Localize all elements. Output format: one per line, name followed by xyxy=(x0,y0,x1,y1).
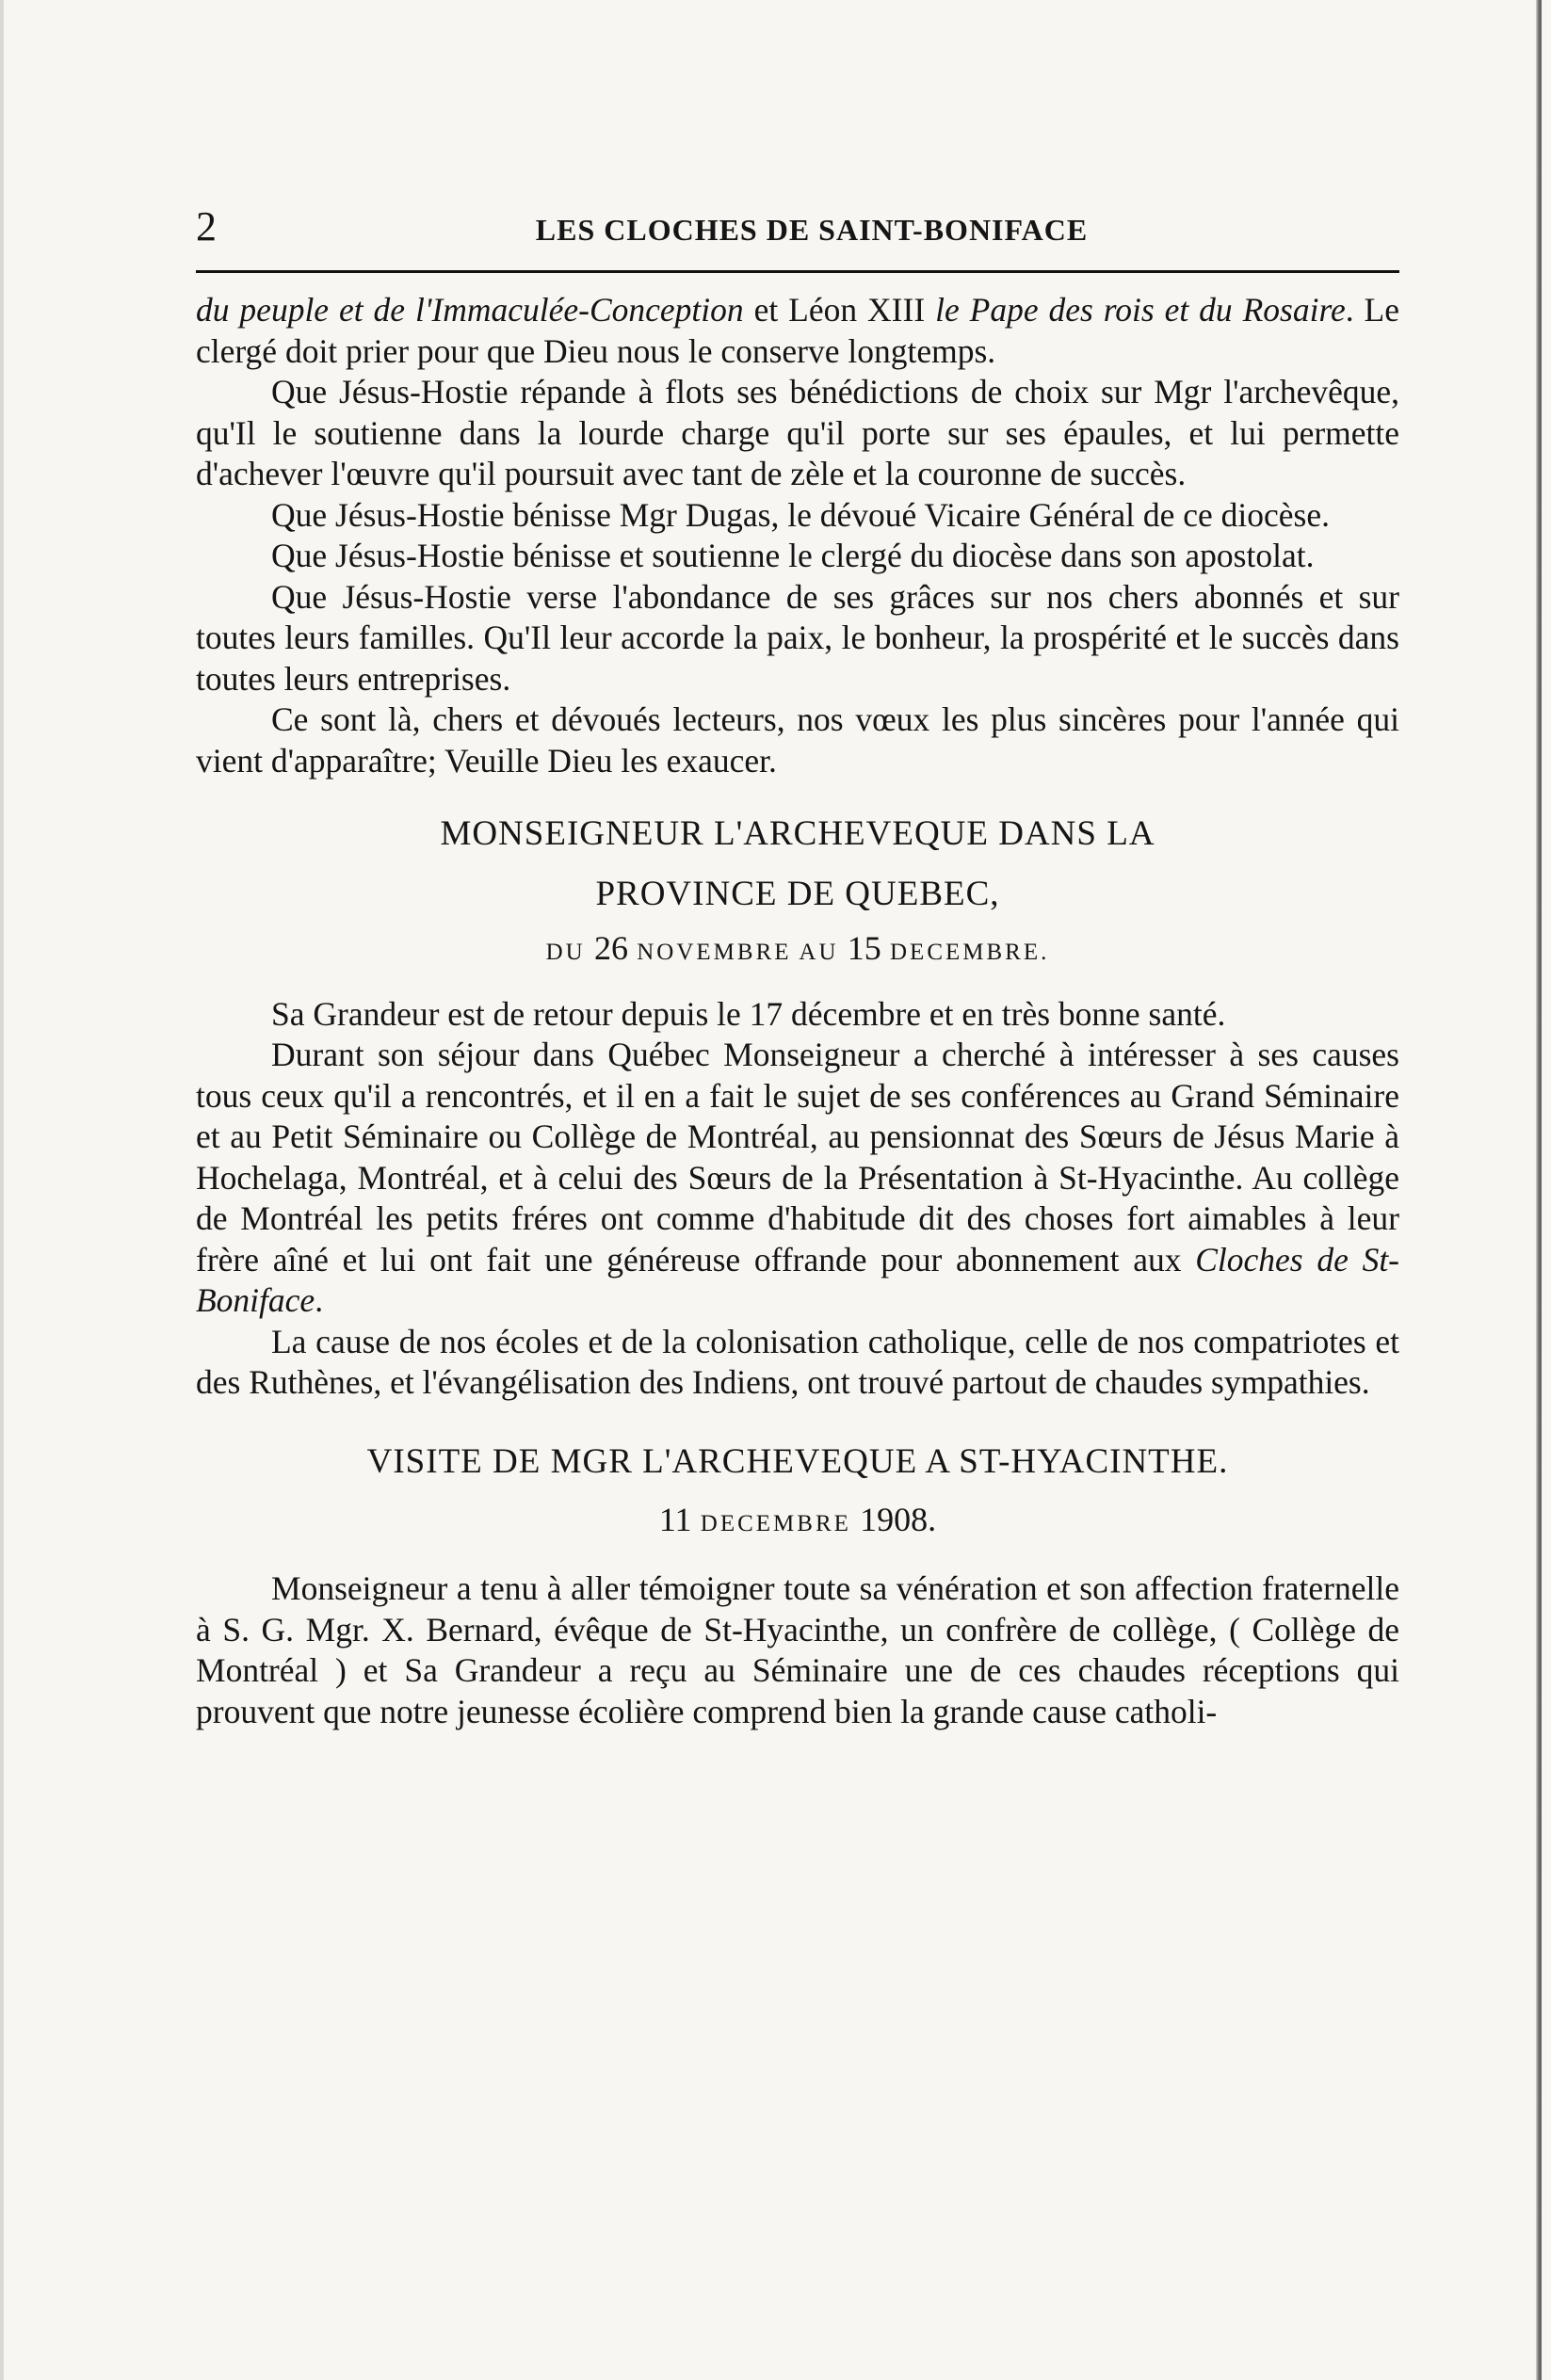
intro-italic-1: du peuple et de l'Immaculée-Conception xyxy=(196,291,744,329)
page-number: 2 xyxy=(196,203,217,249)
section2-date-month: DECEMBRE xyxy=(691,1510,861,1536)
section1-paragraph-2-italic: Cloches de St-Boniface xyxy=(196,1240,1400,1319)
section2-paragraph-1: Monseigneur a tenu à aller témoigner toute sa vénération et son affection fraternelle à S. G. Mgr. X. Bernard, évêque de St-Hyacinthe, un confrère de collège, ( Collège de Montréal ) et Sa Grandeur a reçu au Séminaire une de ces chaudes réceptions qui prouvent que notre jeunesse écolière comprend bien la grande cause catholi- xyxy=(196,1569,1399,1730)
intro-paragraph-1 xyxy=(196,290,1399,372)
section1-paragraph-2-end: . xyxy=(315,1281,324,1319)
section1-date-b: NOVEMBRE AU xyxy=(627,940,848,965)
intro-italic-2: le Pape des rois et du Rosaire xyxy=(935,291,1346,329)
intro-paragraph-3: Que Jésus-Hostie bénisse Mgr Dugas, le dévoué Vicaire Général de ce diocèse. xyxy=(271,495,1330,534)
running-head xyxy=(196,202,1399,259)
section1-date-a: DU xyxy=(545,940,594,965)
page xyxy=(196,202,1399,1732)
intro-paragraph-2: Que Jésus-Hostie répande à flots ses bénédictions de choix sur Mgr l'archevêque, qu'Il le soutienne dans la lourde charge qu'il porte sur ses épaules, et lui permette d'achever l'œuvre qu'il poursuit avec tant de zèle et la couronne de succès. xyxy=(196,373,1399,492)
intro-paragraph-6: Ce sont là, chers et dévoués lecteurs, nos vœux les plus sincères pour l'année qui vient d'apparaître; Veuille Dieu les exaucer. xyxy=(196,700,1399,780)
section2-date-year: 1908. xyxy=(860,1500,937,1538)
scan-right-edge xyxy=(1536,0,1542,2380)
scan-left-edge xyxy=(0,0,4,2380)
section1-paragraph-2 xyxy=(196,1035,1399,1322)
section2-date-num: 11 xyxy=(658,1500,692,1538)
section1-date-num-a: 26 xyxy=(593,929,628,967)
section1-paragraph-1: Sa Grandeur est de retour depuis le 17 décembre et en très bonne santé. xyxy=(271,994,1226,1033)
section1-paragraph-2-text: Durant son séjour dans Québec Monseigneur a cherché à intéresser à ses causes tous ceux qu'il a rencontrés, et il en a fait le sujet de ses conférences au Grand Séminaire et au Petit Séminaire ou Collège de Montréal, au pensionnat des Sœurs de Jésus Marie à Hochelaga, Montréal, et à celui des Sœurs de la Présentation à St-Hyacinthe. Au collège de Montréal les petits fréres ont comme d'habitude dit des choses fort aimables à leur frère aîné et lui ont fait une généreuse offrande pour abonnement aux xyxy=(196,1036,1399,1278)
running-title: LES CLOCHES DE SAINT-BONIFACE xyxy=(535,213,1089,247)
intro-paragraph-5: Que Jésus-Hostie verse l'abondance de ses grâces sur nos chers abonnés et sur toutes leurs familles. Qu'Il leur accorde la paix, le bonheur, la prospérité et le succès dans toutes leurs entreprises. xyxy=(196,577,1399,698)
section1-title-line2: PROVINCE DE QUEBEC, xyxy=(595,875,1000,913)
intro-text-2: . Le clergé doit prier pour que Dieu nous le conserve longtemps. xyxy=(196,291,1399,370)
section1-title-line1: MONSEIGNEUR L'ARCHEVEQUE DANS LA xyxy=(440,814,1155,853)
section1-date-num-b: 15 xyxy=(847,929,881,967)
section2-date xyxy=(196,1500,1399,1545)
section2-title: VISITE DE MGR L'ARCHEVEQUE A ST-HYACINTHE. xyxy=(366,1441,1229,1481)
section1-date-c: DECEMBRE. xyxy=(881,940,1050,965)
intro-text-1: et Léon XIII xyxy=(743,291,936,329)
header-rule xyxy=(196,270,1399,273)
section1-paragraph-3: La cause de nos écoles et de la colonisation catholique, celle de nos compatriotes et des Ruthènes, et l'évangélisation des Indiens, ont trouvé partout de chaudes sympathies. xyxy=(196,1322,1399,1401)
intro-paragraph-4: Que Jésus-Hostie bénisse et soutienne le clergé du diocèse dans son apostolat. xyxy=(271,537,1315,574)
section1-date xyxy=(196,928,1399,973)
